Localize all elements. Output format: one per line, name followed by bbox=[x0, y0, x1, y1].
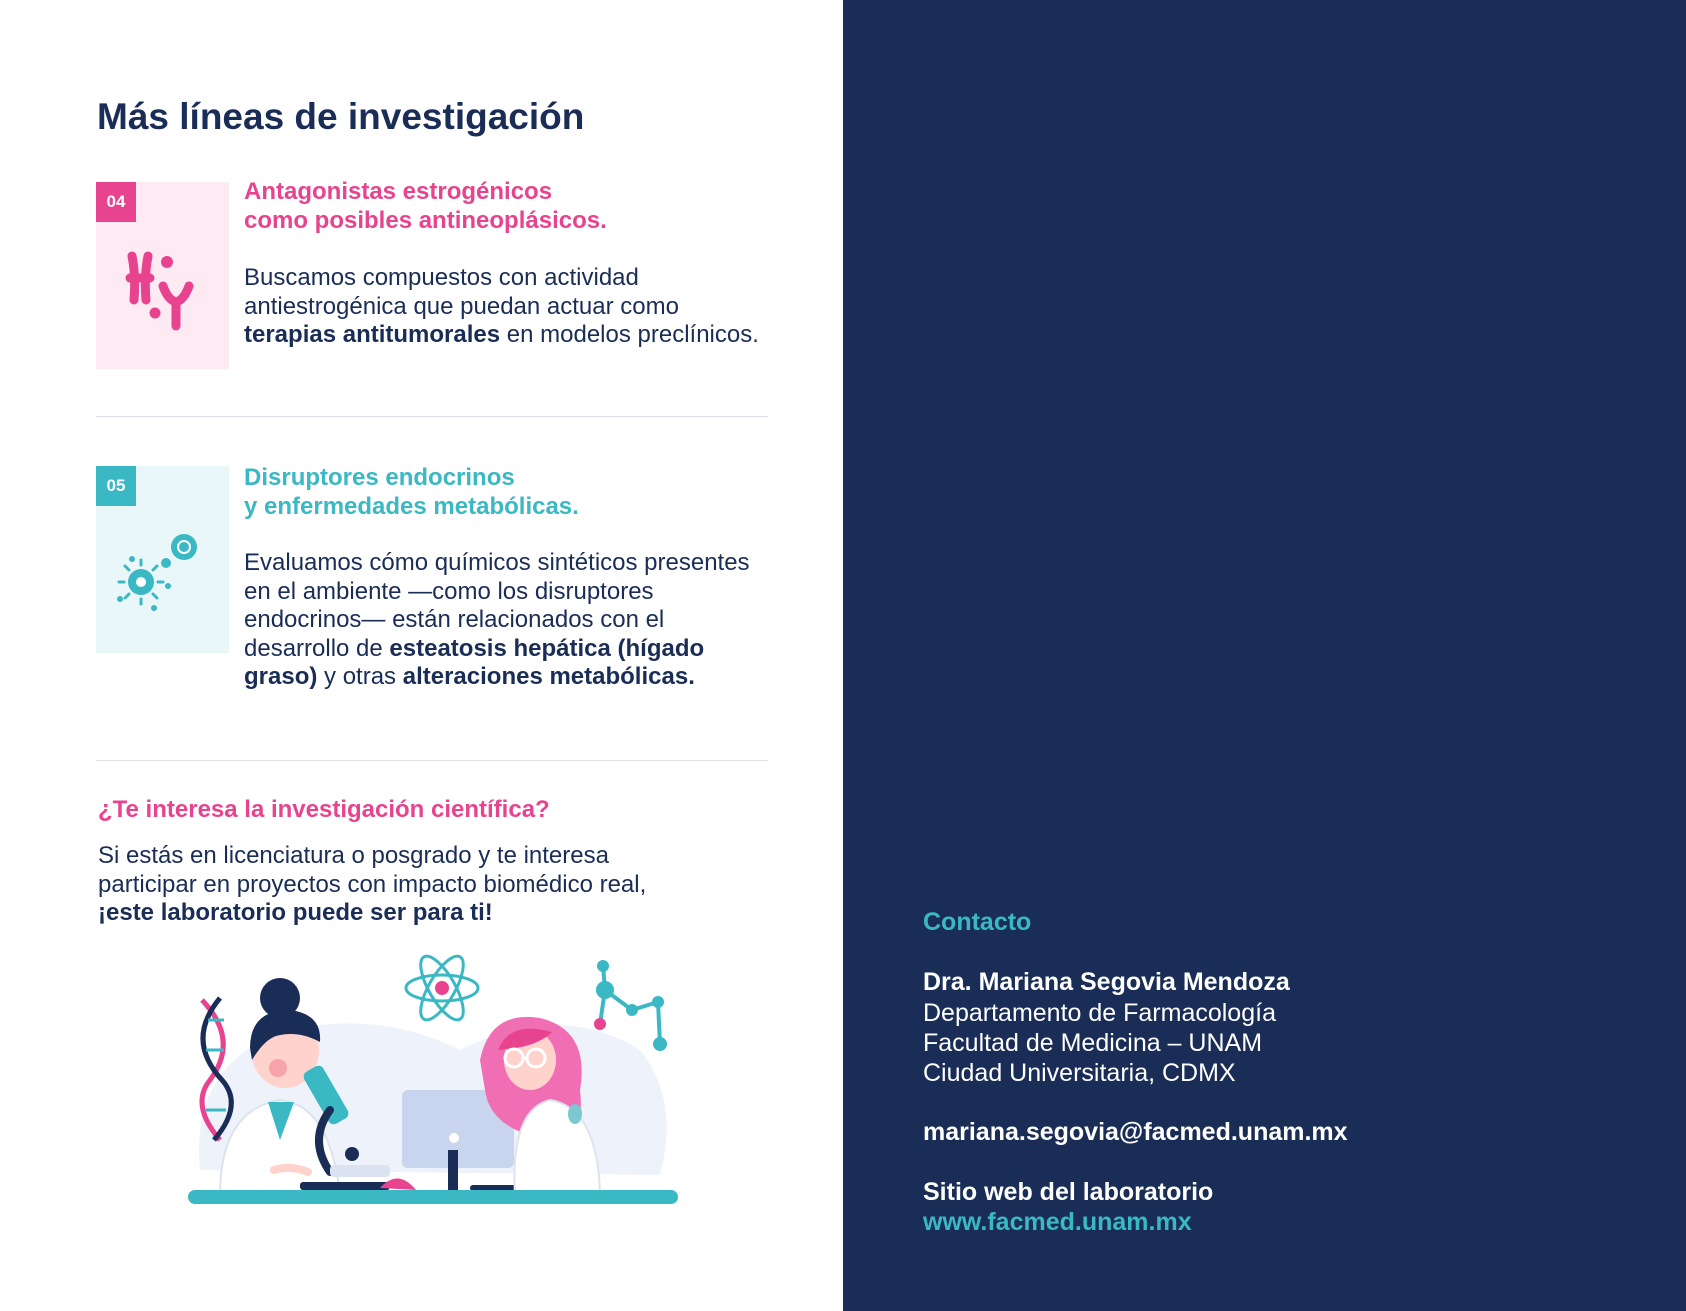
right-panel bbox=[843, 0, 1686, 1311]
cta-text bbox=[98, 842, 778, 928]
contact-department: Departamento de Farmacología bbox=[923, 999, 1276, 1027]
description-text: en modelos preclínicos. bbox=[500, 321, 759, 349]
cells-icon bbox=[96, 506, 229, 653]
atom-icon bbox=[406, 950, 478, 1025]
contact-block bbox=[923, 908, 1643, 1236]
line-number-badge: 05 bbox=[96, 466, 136, 506]
description-highlight: alteraciones metabólicas. bbox=[402, 663, 695, 691]
research-title-line: Disruptores endocrinos bbox=[244, 464, 515, 491]
cta-highlight: ¡este laboratorio puede ser para ti! bbox=[98, 899, 493, 927]
research-title-line: como posibles antineoplásicos. bbox=[244, 207, 607, 234]
description-highlight: esteatosis hepática (hígado graso) bbox=[244, 634, 705, 691]
research-card-04 bbox=[96, 182, 229, 369]
contact-location: Ciudad Universitaria, CDMX bbox=[923, 1059, 1236, 1087]
research-description-04 bbox=[244, 264, 764, 350]
line-number-badge: 04 bbox=[96, 182, 136, 222]
contact-faculty: Facultad de Medicina – UNAM bbox=[923, 1029, 1263, 1057]
research-title-04 bbox=[244, 177, 607, 235]
research-title-line: Antagonistas estrogénicos bbox=[244, 178, 553, 205]
lab-table bbox=[188, 1190, 678, 1204]
contact-name: Dra. Mariana Segovia Mendoza bbox=[923, 968, 1290, 996]
section-divider bbox=[96, 760, 768, 761]
cta-line: participar en proyectos con impacto biomédico real, bbox=[98, 870, 647, 898]
research-title-05 bbox=[244, 463, 579, 521]
website-label: Sitio web del laboratorio bbox=[923, 1178, 1214, 1206]
cta-title: ¿Te interesa la investigación científica? bbox=[98, 796, 550, 823]
description-text: Evaluamos cómo químicos sintéticos presentes en el ambiente —como los disruptores endocrinos— están relacionados con el desarrollo de bbox=[244, 549, 750, 662]
page-title: Más líneas de investigación bbox=[97, 96, 585, 137]
research-card-05 bbox=[96, 466, 229, 653]
cta-line: Si estás en licenciatura o posgrado y te interesa bbox=[98, 842, 609, 869]
description-text: Buscamos compuestos con actividad antiestrogénica que puedan actuar como bbox=[244, 264, 679, 320]
contact-heading: Contacto bbox=[923, 908, 1032, 936]
research-description-05 bbox=[244, 549, 764, 692]
research-title-line: y enfermedades metabólicas. bbox=[244, 493, 579, 520]
website-link[interactable]: www.facmed.unam.mx bbox=[923, 1208, 1192, 1236]
description-highlight: terapias antitumorales bbox=[244, 321, 501, 349]
description-text: y otras bbox=[317, 663, 403, 691]
scientists-lab-illustration bbox=[180, 940, 690, 1220]
contact-email-link[interactable]: mariana.segovia@facmed.unam.mx bbox=[923, 1118, 1348, 1146]
xy-chromosome-icon bbox=[96, 222, 229, 369]
section-divider bbox=[96, 416, 768, 417]
